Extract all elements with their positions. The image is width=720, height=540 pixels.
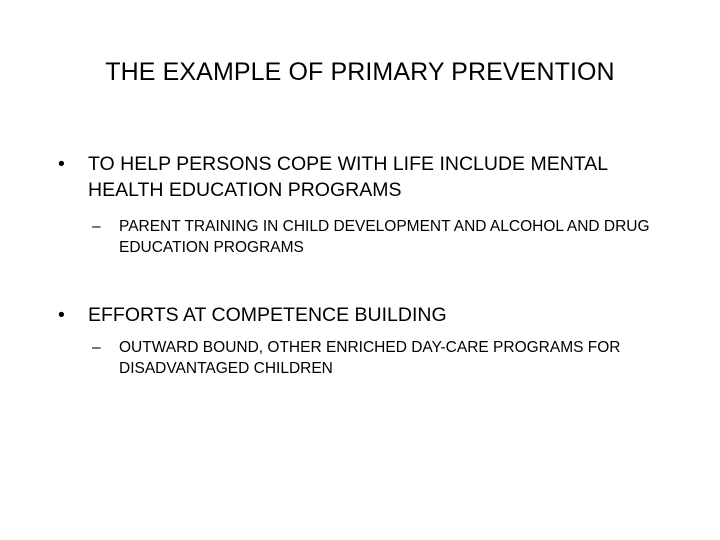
bullet-text: EFFORTS AT COMPETENCE BUILDING <box>88 304 447 326</box>
sub-bullet-text: OUTWARD BOUND, OTHER ENRICHED DAY-CARE PROGRAMS FOR DISADVANTAGED CHILDREN <box>119 339 621 377</box>
sub-bullet-item <box>92 337 672 379</box>
sub-bullet-text: PARENT TRAINING IN CHILD DEVELOPMENT AND ALCOHOL AND DRUG EDUCATION PROGRAMS <box>119 218 650 256</box>
bullet-marker: • <box>58 153 65 175</box>
slide-title: THE EXAMPLE OF PRIMARY PREVENTION <box>105 58 615 86</box>
bullet-item <box>58 302 668 328</box>
bullet-item <box>58 151 668 203</box>
sub-bullet-marker: – <box>92 218 101 235</box>
sub-bullet-marker: – <box>92 339 101 356</box>
bullet-marker: • <box>58 304 65 326</box>
bullet-text: TO HELP PERSONS COPE WITH LIFE INCLUDE MENTAL HEALTH EDUCATION PROGRAMS <box>88 153 608 201</box>
sub-bullet-item <box>92 216 672 258</box>
